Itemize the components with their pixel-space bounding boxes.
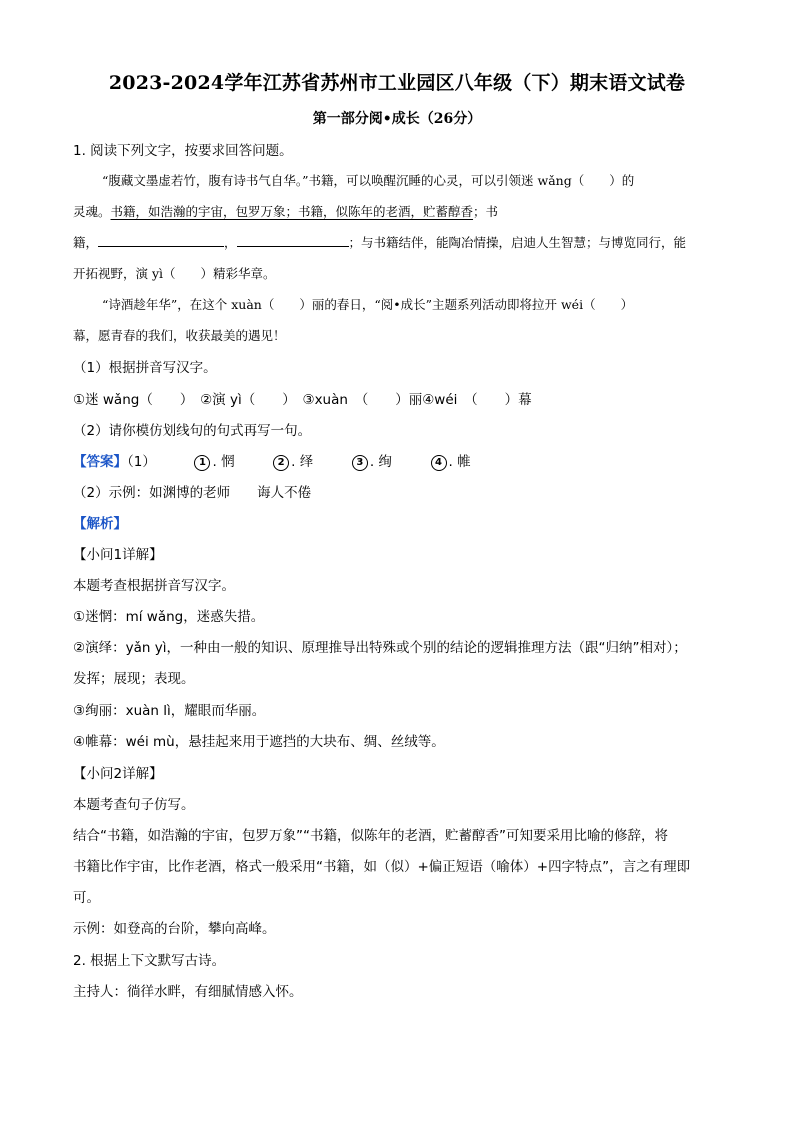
question-2-stem: 2. 根据上下文默写古诗。 — [73, 953, 226, 969]
analysis-label: 【解析】 — [73, 516, 127, 532]
analysis-text: 可。 — [73, 890, 100, 906]
circled-number: 3 — [352, 455, 368, 471]
analysis-text: 本题考查根据拼音写汉字。 — [73, 578, 235, 594]
answer-line — [73, 453, 471, 471]
analysis-text: 本题考查句子仿写。 — [73, 797, 195, 813]
answer-char: 惘 — [221, 454, 235, 470]
circled-number: 1 — [194, 455, 210, 471]
answer-item: 1 . 惘 — [194, 454, 234, 470]
answer-blank-1[interactable] — [98, 234, 224, 247]
passage-text: ；与书籍结伴，能陶冶情操，启迪人生智慧；与博览同行，能 — [348, 235, 687, 250]
analysis-text: 发挥；展现；表现。 — [73, 671, 195, 687]
subquestion-1-detail-heading: 【小问1详解】 — [73, 547, 163, 563]
underlined-sentence: 书籍，如浩瀚的宇宙，包罗万象；书籍，似陈年的老酒，贮蓄醇香 — [110, 204, 474, 219]
answer-blank-2[interactable] — [237, 234, 349, 247]
answer-label: 【答案】 — [73, 454, 127, 470]
passage-text: 灵魂。 — [73, 204, 111, 219]
passage-line-5: “诗酒趁年华”，在这个 xuàn（ ）丽的春日，“阅•成长”主题系列活动即将拉开 wéi（ ） — [102, 297, 634, 312]
answer-part-1-label: （1） — [127, 454, 156, 470]
answer-item: 3 . 绚 — [352, 454, 392, 470]
subquestion-2-detail-heading: 【小问2详解】 — [73, 766, 163, 782]
passage-line-4: 开拓视野，演 yì（ ）精彩华章。 — [73, 266, 276, 281]
answer-part-2: （2）示例：如渊博的老师 诲人不倦 — [73, 485, 312, 501]
answer-char: 绚 — [378, 454, 392, 470]
subquestion-2: （2）请你模仿划线句的句式再写一句。 — [73, 423, 312, 439]
circled-number: 2 — [273, 455, 289, 471]
page-title: 2023-2024学年江苏省苏州市工业园区八年级（下）期末语文试卷 — [108, 72, 686, 94]
answer-item: 2 . 绎 — [273, 454, 313, 470]
passage-text: ；书 — [473, 204, 499, 219]
analysis-text: ①迷惘：mí wǎng，迷惑失措。 — [73, 609, 265, 625]
analysis-text: 结合“书籍，如浩瀚的宇宙，包罗万象”“书籍，似陈年的老酒，贮蓄醇香”可知要采用比喻的修辞，将 — [73, 828, 668, 844]
answer-item: 4 . 帷 — [431, 454, 471, 470]
analysis-text: ②演绎：yǎn yì，一种由一般的知识、原理推导出特殊或个别的结论的逻辑推理方法（跟“归纳”相对）； — [73, 640, 687, 656]
analysis-text: 书籍比作宇宙，比作老酒，格式一般采用“书籍，如（似）+偏正短语（喻体）+四字特点”，言之有理即 — [73, 859, 691, 875]
answer-char: 绎 — [299, 454, 314, 470]
subquestion-1: （1）根据拼音写汉字。 — [73, 360, 217, 376]
analysis-text: 示例：如登高的台阶，攀向高峰。 — [73, 921, 276, 937]
passage-text: 籍， — [73, 235, 99, 250]
subquestion-1-items: ①迷 wǎng（ ） ②演 yì（ ） ③xuàn （ ）丽④wéi （ ）幕 — [73, 392, 532, 408]
host-line: 主持人：徜徉水畔，有细腻情感入怀。 — [73, 984, 303, 1000]
passage-line-6: 幕，愿青春的我们，收获最美的遇见！ — [73, 328, 286, 343]
answer-char: 帷 — [457, 454, 471, 470]
passage-line-1: “腹藏文墨虚若竹，腹有诗书气自华。”书籍，可以唤醒沉睡的心灵，可以引领迷 wǎng（ ）的 — [102, 173, 635, 188]
analysis-text: ③绚丽：xuàn lì，耀眼而华丽。 — [73, 703, 266, 719]
section-subtitle: 第一部分阅•成长（26分） — [312, 111, 482, 127]
passage-line-3 — [73, 234, 686, 252]
analysis-text: ④帷幕：wéi mù，悬挂起来用于遮挡的大块布、绸、丝绒等。 — [73, 734, 445, 750]
passage-line-2 — [73, 203, 498, 221]
circled-number: 4 — [431, 455, 447, 471]
question-1-stem: 1. 阅读下列文字，按要求回答问题。 — [73, 143, 293, 159]
passage-text: ， — [224, 235, 237, 250]
